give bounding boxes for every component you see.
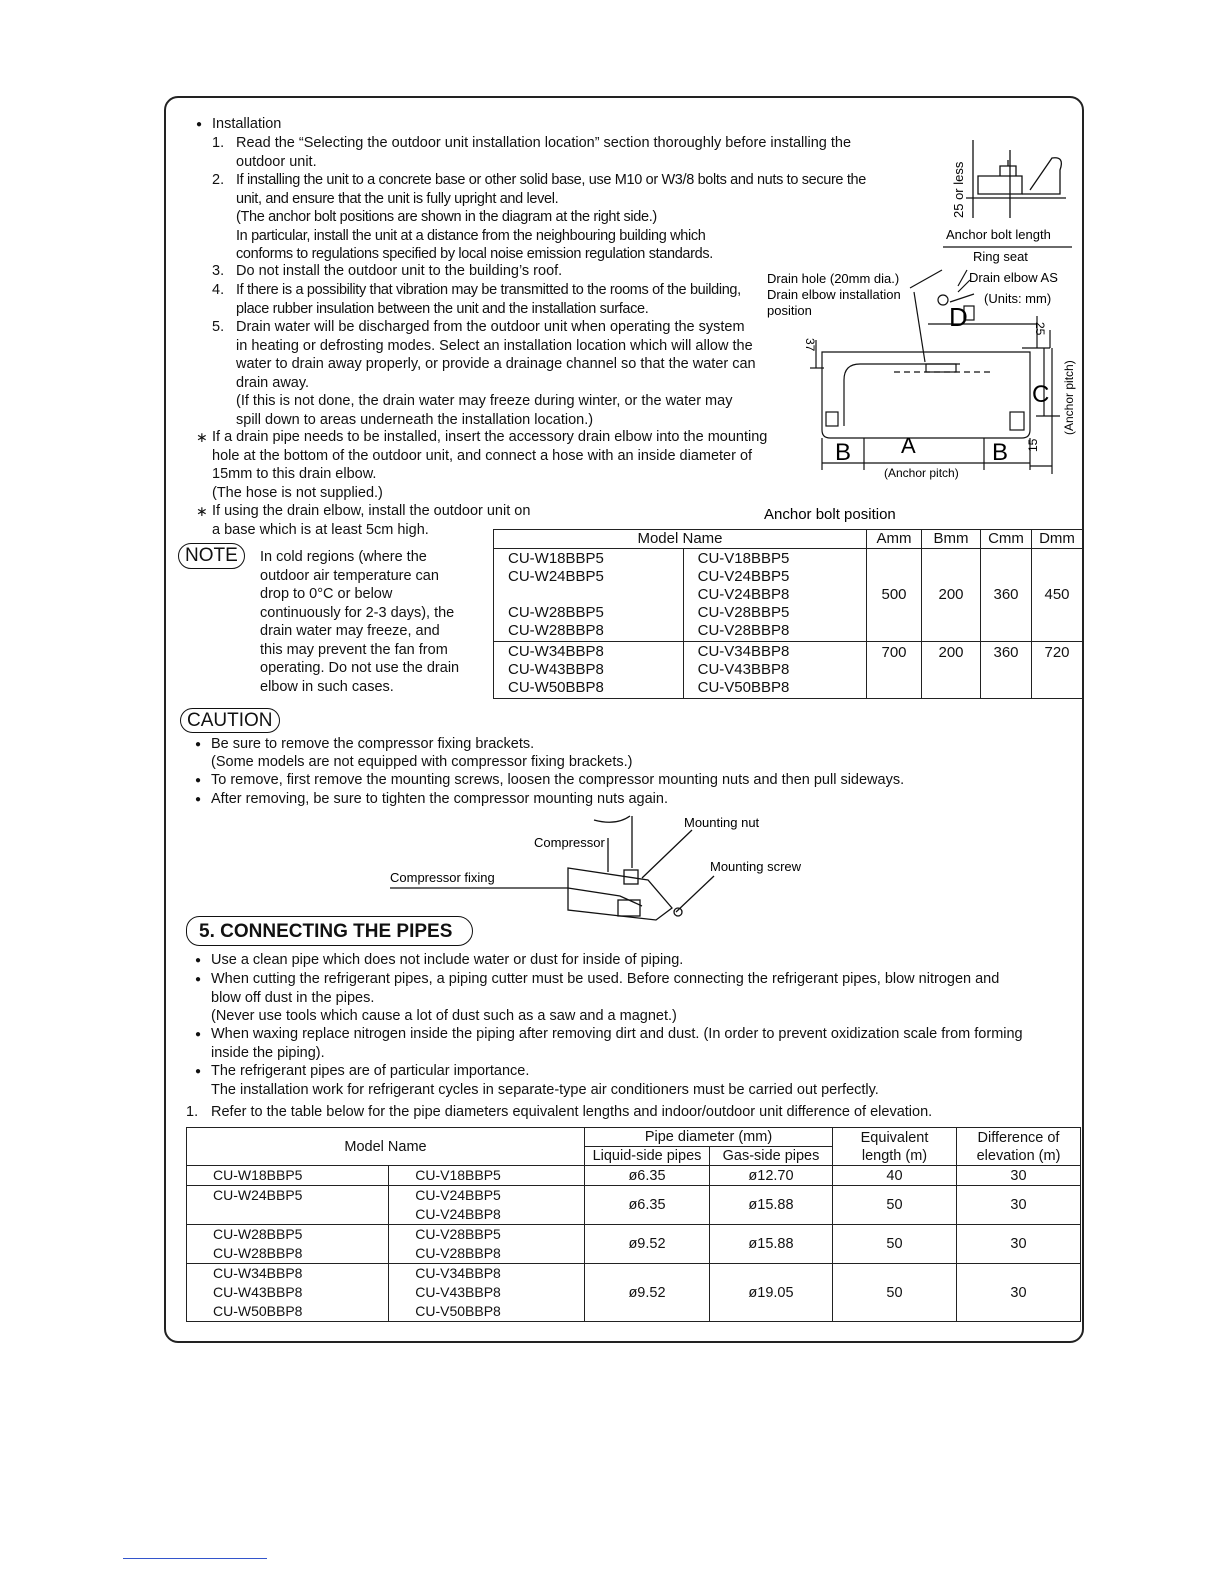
label-b-right: B	[992, 439, 1009, 466]
pipes-bullet-2	[211, 970, 999, 1026]
installation-item-number: 2.	[212, 172, 225, 188]
note-line: drop to 0°C or below	[260, 586, 393, 602]
anchor-dim-b: 200	[922, 549, 981, 642]
installation-item-text	[236, 318, 756, 429]
pipe-model-name: CU-W28BBP8	[213, 1245, 303, 1261]
pipe-model-name: CU-W18BBP5	[213, 1167, 303, 1183]
drain-pipe-note-line: hole at the bottom of the outdoor unit, and connect a hose with an inside diameter of	[212, 447, 753, 464]
pipe-header-diff-2: elevation (m)	[976, 1147, 1061, 1164]
pipe-cell-equiv: 40	[833, 1166, 957, 1186]
mounting-nut-label: Mounting nut	[684, 815, 760, 830]
note-line: drain water may freeze, and	[260, 623, 440, 639]
anchor-pitch-side-label: (Anchor pitch)	[1062, 360, 1076, 435]
pipe-models-cell	[389, 1225, 585, 1264]
drain-elbow-note	[212, 502, 530, 539]
anchor-model-name: CU-V43BBP8	[697, 661, 790, 678]
note-badge: NOTE	[178, 543, 245, 569]
pipe-table-row	[187, 1166, 1081, 1186]
pipes-bullet-4-line: The installation work for refrigerant cycles in separate-type air conditioners must be carried out perfectly.	[211, 1081, 879, 1098]
pipe-cell-diff: 30	[957, 1264, 1081, 1322]
anchor-model-name: CU-V18BBP5	[697, 550, 790, 567]
note-line: continuously for 2-3 days), the	[260, 604, 455, 621]
anchor-model-name: CU-W28BBP5	[508, 604, 604, 621]
anchor-dim-a: 700	[867, 642, 922, 699]
installation-item-line: spill down to areas underneath the installation location.)	[236, 411, 594, 428]
anchor-diagram	[760, 130, 1082, 530]
drain-elbow-install-label: Drain elbow installation	[767, 287, 901, 302]
pipe-table-row	[187, 1225, 1081, 1264]
installation-item-line: in heating or defrosting modes. Select an installation location which will allow the	[236, 337, 753, 354]
pipes-bullet-4	[211, 1062, 879, 1099]
pipe-models-cell	[389, 1186, 585, 1225]
units-label: (Units: mm)	[984, 291, 1052, 306]
pipe-cell-equiv: 50	[833, 1264, 957, 1322]
installation-item-line: If installing the unit to a concrete base or other solid base, use M10 or W3/8 bolts and nuts to secure the	[236, 172, 866, 188]
drain-pipe-note-line: (The hose is not supplied.)	[212, 484, 383, 501]
pipe-cell-liquid: ø9.52	[585, 1264, 710, 1322]
anchor-header-d: Dmm	[1032, 530, 1083, 549]
installation-item-line: place rubber insulation between the unit and the installation surface.	[236, 300, 649, 317]
dim-15-label: 15	[1026, 438, 1040, 452]
anchor-header-c: Cmm	[981, 530, 1032, 549]
installation-item-line: water to drain away properly, or provide a drainage channel so that the water can	[236, 356, 756, 372]
drain-hole-label: Drain hole (20mm dia.)	[767, 271, 900, 286]
ring-seat-label: Ring seat	[973, 249, 1028, 264]
anchor-model-name: CU-V24BBP5	[697, 568, 790, 585]
anchor-model-name	[508, 586, 669, 604]
anchor-model-name: CU-V34BBP8	[697, 643, 790, 660]
installation-item-line: drain away.	[236, 374, 310, 391]
pipe-header-equiv	[833, 1128, 957, 1166]
pipe-model-name: CU-V18BBP5	[415, 1167, 501, 1183]
pipe-model-name: CU-V28BBP8	[415, 1245, 501, 1261]
pipe-model-name	[213, 1205, 384, 1224]
anchor-models-cell	[683, 642, 866, 699]
pipe-model-name: CU-V50BBP8	[415, 1303, 501, 1319]
compressor-fixing-label: Compressor fixing	[390, 870, 495, 885]
pipe-cell-equiv: 50	[833, 1225, 957, 1264]
pipe-header-equiv-1: Equivalent	[860, 1129, 929, 1146]
anchor-model-name: CU-W28BBP8	[508, 622, 604, 639]
installation-item-text	[236, 281, 741, 318]
pipe-model-name: CU-W28BBP5	[213, 1226, 303, 1242]
pipes-bullet-2-line: blow off dust in the pipes.	[211, 989, 375, 1006]
label-c: C	[1032, 381, 1050, 408]
note-line: elbow in such cases.	[260, 678, 394, 695]
pipe-model-name: CU-W24BBP5	[213, 1187, 303, 1203]
drain-elbow-note-line: ∗ If using the drain elbow, install the outdoor unit on	[212, 503, 531, 519]
pipe-cell-gas: ø15.88	[710, 1186, 833, 1225]
pipe-table-row	[187, 1264, 1081, 1322]
pipe-cell-diff: 30	[957, 1186, 1081, 1225]
anchor-header-model: Model Name	[494, 530, 867, 549]
note-text	[260, 548, 459, 696]
caution-bullet-3: ● After removing, be sure to tighten the compressor mounting nuts again.	[211, 790, 668, 808]
pipe-header-diff-1: Difference of	[977, 1129, 1060, 1146]
anchor-models-cell	[494, 642, 684, 699]
drain-pipe-note-line: ∗ If a drain pipe needs to be installed, insert the accessory drain elbow into the mounting	[212, 429, 768, 445]
pipes-bullet-1: ● Use a clean pipe which does not include water or dust for inside of piping.	[211, 951, 683, 969]
anchor-models-cell	[494, 549, 684, 642]
anchor-dim-d: 450	[1032, 549, 1083, 642]
drain-elbow-note-line: a base which is at least 5cm high.	[212, 521, 429, 538]
label-d: D	[949, 302, 968, 332]
installation-header: ● Installation	[212, 115, 281, 133]
installation-item-number: 5.	[212, 319, 225, 335]
compressor-label: Compressor	[534, 835, 605, 850]
installation-item-text	[236, 134, 851, 171]
caution-bullet-2: ● To remove, first remove the mounting screws, loosen the compressor mounting nuts and then pull sideways.	[211, 771, 904, 789]
pipe-cell-liquid: ø6.35	[585, 1186, 710, 1225]
installation-item-text	[236, 262, 562, 281]
installation-item-line: Read the “Selecting the outdoor unit installation location” section thoroughly before installing the	[236, 135, 852, 151]
drain-pipe-note-line: 15mm to this drain elbow.	[212, 466, 377, 482]
caution-bullet-1: ● Be sure to remove the compressor fixing brackets.	[211, 735, 534, 753]
pipe-models-cell	[187, 1166, 389, 1186]
pipe-cell-liquid: ø9.52	[585, 1225, 710, 1264]
pipe-header-model: Model Name	[187, 1128, 585, 1166]
drain-position-label: position	[767, 303, 812, 318]
anchor-header-a: Amm	[867, 530, 922, 549]
dim-25-label: 25	[1033, 322, 1047, 336]
installation-item-line: (The anchor bolt positions are shown in the diagram at the right side.)	[236, 209, 657, 225]
anchor-model-name: CU-W50BBP8	[508, 679, 604, 696]
anchor-dim-a: 500	[867, 549, 922, 642]
anchor-model-name: CU-V28BBP5	[697, 604, 790, 621]
pipe-cell-diff: 30	[957, 1225, 1081, 1264]
anchor-model-name: CU-W18BBP5	[508, 550, 604, 567]
pipe-models-cell	[389, 1166, 585, 1186]
pipe-cell-liquid: ø6.35	[585, 1166, 710, 1186]
compressor-figure	[380, 808, 820, 928]
pipe-model-name: CU-V24BBP8	[415, 1206, 501, 1222]
anchor-model-name: CU-V50BBP8	[697, 679, 790, 696]
installation-item-line: unit, and ensure that the unit is fully upright and level.	[236, 190, 559, 207]
installation-item-line: In particular, install the unit at a distance from the neighbouring building which	[236, 227, 706, 244]
pipe-cell-gas: ø12.70	[710, 1166, 833, 1186]
installation-item-line: If there is a possibility that vibration may be transmitted to the rooms of the building,	[236, 282, 741, 298]
dim-37-label: 37	[803, 338, 817, 352]
installation-item-number: 4.	[212, 282, 225, 298]
installation-item-number: 3.	[212, 263, 225, 279]
anchor-models-cell	[683, 549, 866, 642]
pipes-heading: 5. CONNECTING THE PIPES	[186, 916, 473, 946]
pipe-cell-gas: ø19.05	[710, 1264, 833, 1322]
footer-link-line	[123, 1558, 267, 1559]
pipe-model-name: CU-V34BBP8	[415, 1265, 501, 1281]
pipe-header-liquid: Liquid-side pipes	[585, 1147, 710, 1166]
note-line: this may prevent the fan from	[260, 641, 448, 658]
pipes-bullet-2-line: ● When cutting the refrigerant pipes, a piping cutter must be used. Before connecting the refrigerant pipes, blow nitrogen and	[211, 971, 1000, 987]
caution-bullet-1-sub: (Some models are not equipped with compressor fixing brackets.)	[211, 754, 633, 770]
anchor-bolt-position-label: Anchor bolt position	[764, 506, 896, 523]
pipe-header-gas: Gas-side pipes	[710, 1147, 833, 1166]
pipe-header-diameter: Pipe diameter (mm)	[585, 1128, 833, 1147]
pipe-model-name: CU-V28BBP5	[415, 1226, 501, 1242]
anchor-model-name: CU-W24BBP5	[508, 568, 604, 585]
pipes-bullet-3-line: inside the piping).	[211, 1044, 325, 1061]
anchor-bolt-table	[493, 529, 1083, 699]
anchor-dim-c: 360	[981, 549, 1032, 642]
pipes-bullet-2-line: (Never use tools which cause a lot of dust such as a saw and a magnet.)	[211, 1008, 677, 1024]
anchor-pitch-bottom-label: (Anchor pitch)	[884, 466, 959, 480]
anchor-dim-b: 200	[922, 642, 981, 699]
anchor-header-b: Bmm	[922, 530, 981, 549]
anchor-model-name: CU-W43BBP8	[508, 661, 604, 678]
pipe-models-cell	[187, 1264, 389, 1322]
pipes-bullet-3-line: ● When waxing replace nitrogen inside the piping after removing dirt and dust. (In order to prevent oxidization scale from forming	[211, 1026, 1023, 1042]
pipe-diameter-table	[186, 1127, 1081, 1322]
installation-item-line: Drain water will be discharged from the outdoor unit when operating the system	[236, 319, 745, 335]
pipe-model-name: CU-W50BBP8	[213, 1303, 303, 1319]
anchor-dim-c: 360	[981, 642, 1032, 699]
pipe-model-name: CU-W43BBP8	[213, 1284, 303, 1300]
anchor-model-name: CU-W34BBP8	[508, 643, 604, 660]
pipe-model-name: CU-V24BBP5	[415, 1187, 501, 1203]
installation-item-line: (If this is not done, the drain water may freeze during winter, or the water may	[236, 393, 733, 409]
pipe-cell-diff: 30	[957, 1166, 1081, 1186]
installation-item-line: conforms to regulations specified by local noise emission regulation standards.	[236, 246, 713, 262]
anchor-model-name: CU-V28BBP8	[697, 622, 790, 639]
drain-elbow-as-label: Drain elbow AS	[969, 270, 1058, 285]
pipe-cell-equiv: 50	[833, 1186, 957, 1225]
pipe-header-diff	[957, 1128, 1081, 1166]
anchor-bolt-length-label: Anchor bolt length	[946, 227, 1051, 242]
pipes-step-num: 1.	[186, 1104, 199, 1120]
pipe-table-row	[187, 1186, 1081, 1225]
anchor-dim-d: 720	[1032, 642, 1083, 699]
pipe-model-name: CU-W34BBP8	[213, 1265, 303, 1281]
bolt-25-label: 25 or less	[951, 161, 966, 218]
note-line: outdoor air temperature can	[260, 567, 439, 584]
note-line: operating. Do not use the drain	[260, 660, 460, 676]
installation-item-number: 1.	[212, 135, 225, 151]
note-line: In cold regions (where the	[260, 549, 427, 565]
drain-pipe-note	[212, 428, 767, 502]
installation-item-line: Do not install the outdoor unit to the building’s roof.	[236, 263, 563, 279]
pipes-bullet-3	[211, 1025, 1023, 1062]
pipe-models-cell	[187, 1225, 389, 1264]
anchor-table-row	[494, 642, 1083, 699]
pipes-bullet-4-line: ● The refrigerant pipes are of particular importance.	[211, 1063, 530, 1079]
anchor-model-name: CU-V24BBP8	[697, 586, 790, 603]
label-a: A	[901, 433, 916, 458]
label-b-left: B	[835, 439, 852, 466]
pipe-models-cell	[389, 1264, 585, 1322]
installation-item-line: outdoor unit.	[236, 153, 317, 170]
pipe-cell-gas: ø15.88	[710, 1225, 833, 1264]
pipe-models-cell	[187, 1186, 389, 1225]
pipe-model-name: CU-V43BBP8	[415, 1284, 501, 1300]
pipes-step-1: Refer to the table below for the pipe diameters equivalent lengths and indoor/outdoor unit difference of elevation.	[211, 1104, 933, 1120]
mounting-screw-label: Mounting screw	[710, 859, 802, 874]
pipe-header-equiv-2: length (m)	[861, 1147, 928, 1164]
caution-badge: CAUTION	[180, 708, 280, 733]
anchor-table-row	[494, 549, 1083, 642]
